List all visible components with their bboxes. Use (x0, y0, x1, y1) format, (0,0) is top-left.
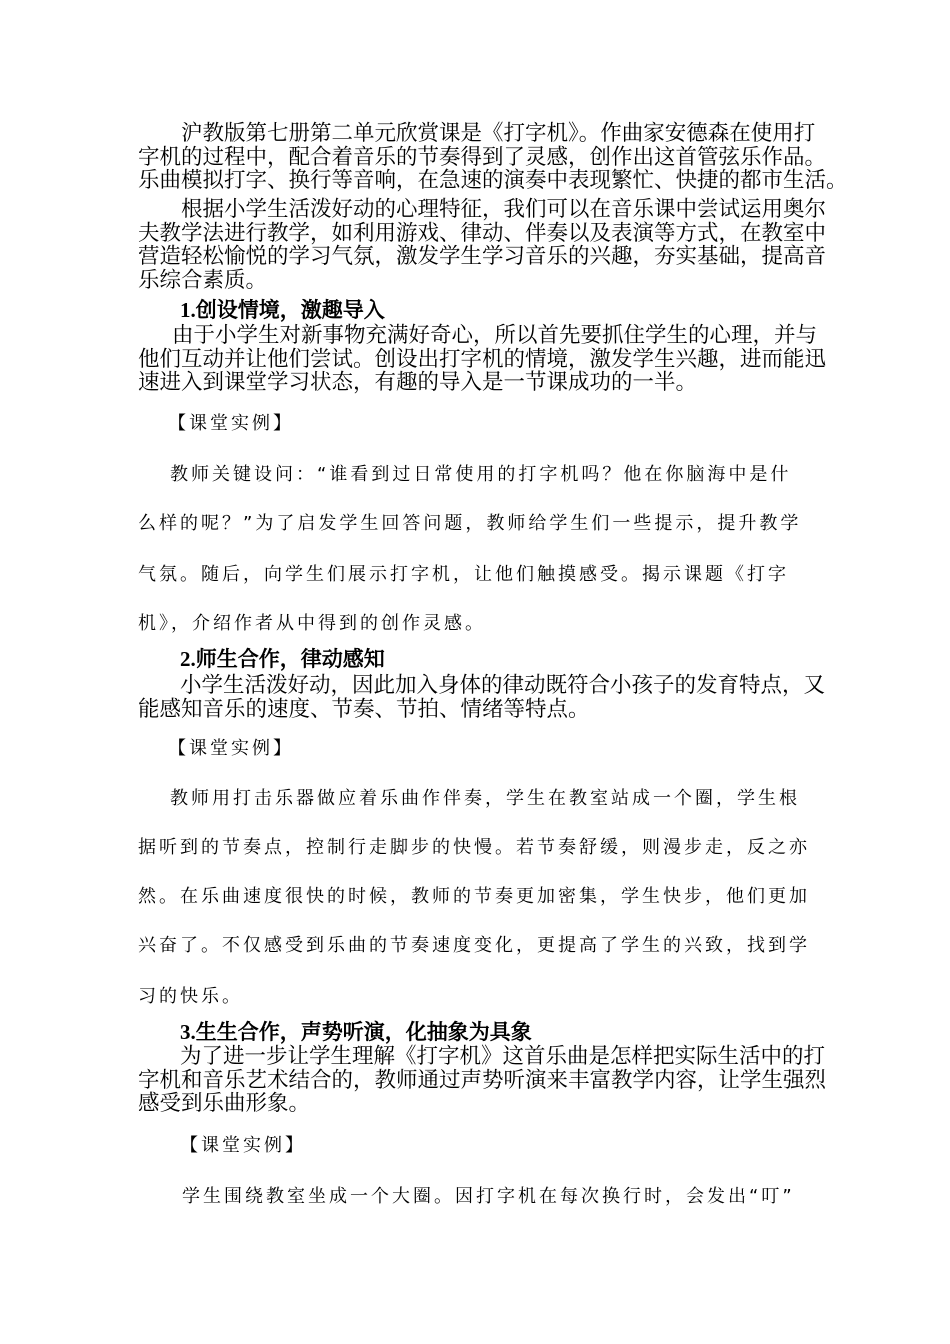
section-2-body (138, 674, 860, 721)
intro-paragraph-2 (138, 198, 860, 292)
text-line: 能感知音乐的速度、节奏、节拍、情绪等特点。 (138, 696, 590, 721)
text-line: 小学生活泼好动，因此加入身体的律动既符合小孩子的发育特点，又 (180, 673, 826, 697)
section-1-example-line-3: 气氛。随后，向学生们展示打字机，让他们触摸感受。揭示课题《打字 (138, 564, 789, 585)
text-line: 营造轻松愉悦的学习气氛，激发学生学习音乐的兴趣，夯实基础，提高音 (138, 244, 827, 268)
section-2-example-line-5: 习的快乐。 (138, 986, 243, 1007)
section-1-example-line-2: 么样的呢？”为了启发学生回答问题，教师给学生们一些提示，提升教学 (138, 513, 802, 534)
section-1-heading: 1.创设情境，激趣导入 (180, 298, 385, 322)
section-3-example-label: 【课堂实例】 (180, 1135, 306, 1156)
section-1-example-line-1: 教师关键设问：“谁看到过日常使用的打字机吗？他在你脑海中是什 (170, 464, 792, 485)
section-3-example-line-1: 学生围绕教室坐成一个大圈。因打字机在每次换行时，会发出“叮” (182, 1186, 795, 1207)
intro-paragraph-1 (138, 122, 860, 193)
text-line: 乐曲模拟打字、换行等音响，在急速的演奏中表现繁忙、快捷的都市生活。 (138, 168, 848, 192)
section-2-example-label: 【课堂实例】 (168, 738, 294, 759)
section-2-example-line-4: 兴奋了。不仅感受到乐曲的节奏速度变化，更提高了学生的兴致，找到学 (138, 935, 810, 956)
text-line: 字机的过程中，配合着音乐的节奏得到了灵感，创作出这首管弦乐作品。 (138, 144, 827, 169)
section-3-body (138, 1045, 860, 1116)
section-3-heading: 3.生生合作，声势听演，化抽象为具象 (180, 1020, 532, 1044)
text-line: 沪教版第七册第二单元欣赏课是《打字机》。作曲家安德森在使用打 (138, 121, 816, 145)
section-2-example-line-2: 据听到的节奏点，控制行走脚步的快慢。若节奏舒缓，则漫步走，反之亦 (138, 837, 810, 858)
text-line: 他们互动并让他们尝试。创设出打字机的情境，激发学生兴趣，进而能迅 (138, 346, 827, 371)
section-2-heading: 2.师生合作，律动感知 (180, 647, 385, 671)
text-line: 夫教学法进行教学，如利用游戏、律动、伴奏以及表演等方式，在教室中 (138, 220, 827, 245)
section-1-body (138, 324, 860, 395)
text-line: 根据小学生活泼好动的心理特征，我们可以在音乐课中尝试运用奥尔 (138, 197, 827, 221)
text-line: 字机和音乐艺术结合的，教师通过声势听演来丰富教学内容，让学生强烈 (138, 1067, 827, 1092)
section-1-example-label: 【课堂实例】 (168, 413, 294, 434)
text-line: 乐综合素质。 (138, 267, 268, 292)
text-line: 速进入到课堂学习状态，有趣的导入是一节课成功的一半。 (138, 370, 698, 394)
text-line: 为了进一步让学生理解《打字机》这首乐曲是怎样把实际生活中的打 (180, 1044, 826, 1068)
text-line: 由于小学生对新事物充满好奇心，所以首先要抓住学生的心理，并与 (172, 323, 818, 347)
text-line: 感受到乐曲形象。 (138, 1091, 311, 1115)
section-2-example-line-1: 教师用打击乐器做应着乐曲作伴奏，学生在教室站成一个圈，学生根 (170, 788, 800, 809)
section-2-example-line-3: 然。在乐曲速度很快的时候，教师的节奏更加密集，学生快步，他们更加 (138, 886, 810, 907)
section-1-example-line-4: 机》，介绍作者从中得到的创作灵感。 (138, 613, 486, 634)
